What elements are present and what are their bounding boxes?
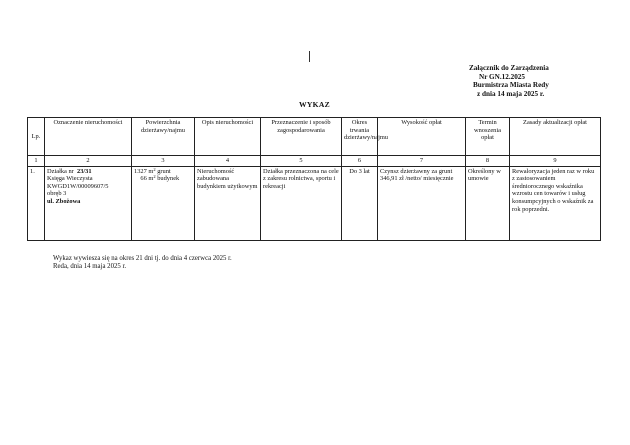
plot-number: 23/31 (77, 167, 92, 175)
cell-lp: 1. (28, 166, 45, 240)
cell-area (132, 166, 195, 240)
plot-label: Działka nr (47, 167, 74, 175)
header-property-designation: Oznaczenie nieruchomości (45, 118, 132, 156)
cell-description: Nieruchomość zabudowana budynkiem użytkowym (195, 166, 261, 240)
cell-fee: Czynsz dzierżawny za grunt 346,91 zł /netto/ miesięcznie (378, 166, 466, 240)
street-name: ul. Zbożowa (47, 197, 81, 205)
footer-line-2: Reda, dnia 14 maja 2025 r. (53, 263, 127, 271)
area-sup: 2 (153, 166, 156, 172)
area-ground-unit: grunt (157, 167, 171, 175)
area-building-unit: budynek (157, 175, 180, 183)
area-building-value: 66 m (140, 175, 154, 183)
table-row (28, 166, 601, 240)
cell-purpose: Działka przeznaczona na cele z zakresu rolnictwa, sportu i rekreacji (261, 166, 342, 240)
header-purpose: Przeznaczenie i sposób zagospodarowania (261, 118, 342, 156)
column-number: 5 (261, 156, 342, 167)
column-number: 3 (132, 156, 195, 167)
footer-notice (53, 255, 232, 272)
column-number: 8 (466, 156, 510, 167)
column-number-row (28, 156, 601, 167)
area-sup: 2 (153, 174, 156, 180)
plot-number-line (47, 168, 129, 176)
cell-update-rules: Rewaloryzacja jeden raz w roku z zastosowaniem średniorocznego wskaźnika wzrostu cen towarów i usług konsumpcyjnych o wskaźnik za rok poprzedni. (510, 166, 601, 240)
column-number: 9 (510, 156, 601, 167)
attachment-line-1: Załącznik do Zarządzenia (469, 64, 549, 72)
land-register: Księga Wieczysta KWGD1W/00009607/5 (47, 175, 109, 190)
header-description: Opis nieruchomości (195, 118, 261, 156)
document-title: WYKAZ (299, 100, 331, 109)
cell-deadline: Określony w umowie (466, 166, 510, 240)
cell-property-designation (45, 166, 132, 240)
attachment-note (469, 64, 549, 98)
area-building (134, 175, 192, 183)
attachment-line-3: Burmistrza Miasta Redy (473, 81, 549, 90)
header-fee: Wysokość opłat (378, 118, 466, 156)
column-number: 4 (195, 156, 261, 167)
precinct: obręb 3 (47, 190, 67, 198)
column-number: 6 (342, 156, 378, 167)
header-lp: Lp. (28, 118, 45, 156)
attachment-line-2: Nr GN.12.2025 (479, 72, 525, 81)
column-number: 2 (45, 156, 132, 167)
attachment-line-4: z dnia 14 maja 2025 r. (477, 89, 545, 98)
column-number: 1 (28, 156, 45, 167)
header-period: Okres trwania dzierżawy/najmu (342, 118, 378, 156)
lease-table (27, 117, 601, 241)
header-row (28, 118, 601, 156)
header-area: Powierzchnia dzierżawy/najmu (132, 118, 195, 156)
footer-line-1: Wykaz wywiesza się na okres 21 dni tj. do dnia 4 czerwca 2025 r. (53, 255, 232, 262)
header-deadline: Termin wnoszenia opłat (466, 118, 510, 156)
header-update-rules: Zasady aktualizacji opłat (510, 118, 601, 156)
text-cursor (309, 51, 310, 62)
column-number: 7 (378, 156, 466, 167)
cell-period: Do 3 lat (342, 166, 378, 240)
area-ground-value: 1327 m (134, 167, 154, 175)
